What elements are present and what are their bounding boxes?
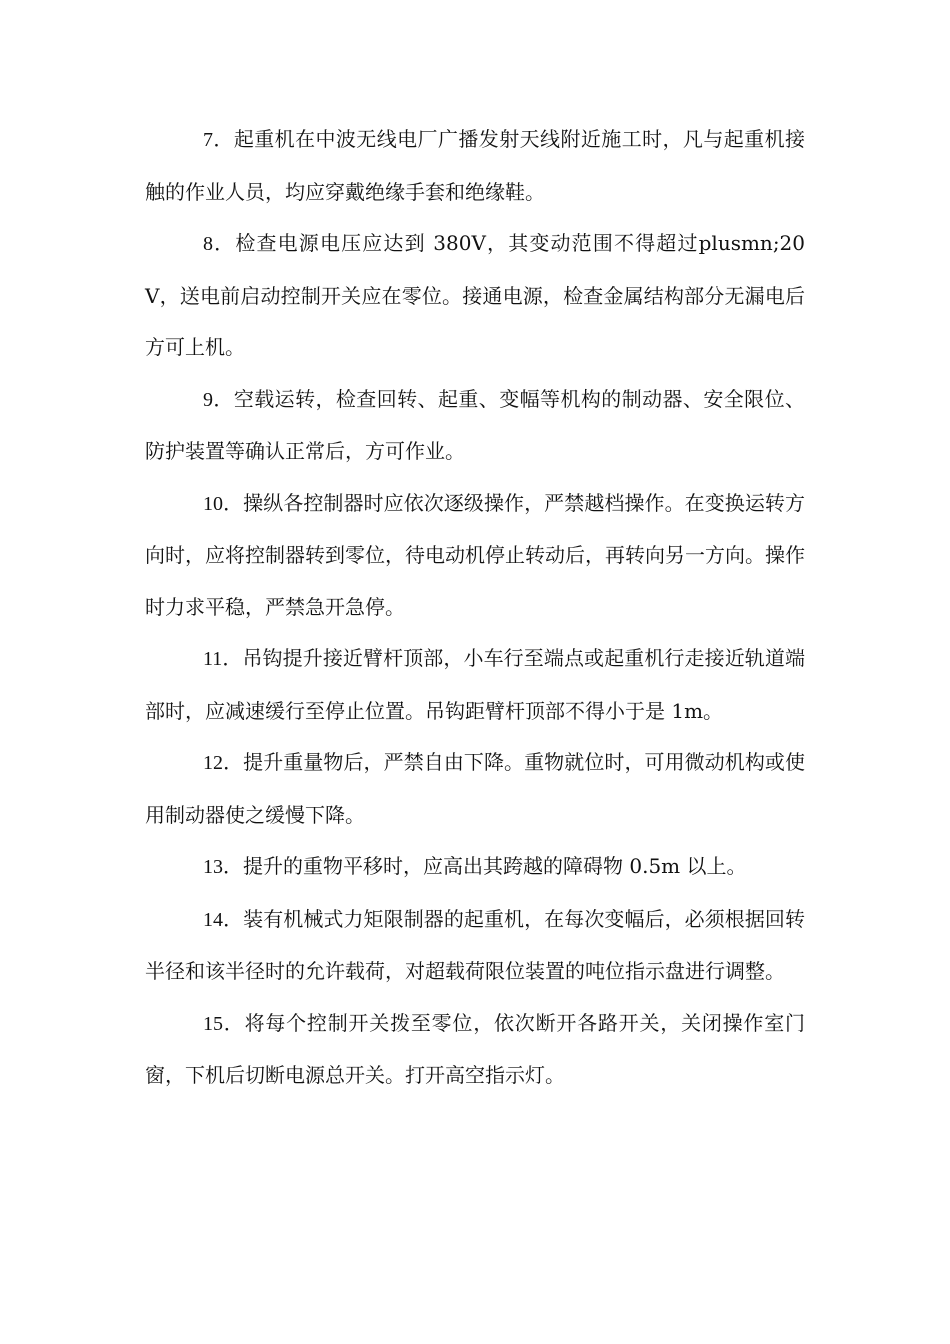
paragraph-number: 8． <box>203 233 236 255</box>
paragraph-11 <box>145 633 805 737</box>
paragraph-8 <box>145 218 805 374</box>
paragraph-text: 提升重量物后，严禁自由下降。重物就位时，可用微动机构或使用制动器使之缓慢下降。 <box>145 750 806 827</box>
paragraph-text: 操纵各控制器时应依次逐级操作，严禁越档操作。在变换运转方向时，应将控制器转到零位，待电动机停止转动后，再转向另一方向。操作时力求平稳，严禁急开急停。 <box>145 490 806 619</box>
paragraph-text: 空载运转，检查回转、起重、变幅等机构的制动器、安全限位、防护装置等确认正常后，方可作业。 <box>145 386 806 463</box>
paragraph-12 <box>145 737 805 841</box>
paragraph-number: 15． <box>203 1012 245 1035</box>
paragraph-number: 9． <box>203 388 234 411</box>
paragraph-text: 提升的重物平移时，应高出其跨越的障碍物 0.5m 以上。 <box>243 854 747 878</box>
paragraph-text: 吊钩提升接近臂杆顶部，小车行至端点或起重机行走接近轨道端部时，应减速缓行至停止位置。吊钩距臂杆顶部不得小于是 1m。 <box>145 646 805 723</box>
paragraph-number: 14． <box>203 908 244 931</box>
paragraph-text: 将每个控制开关拨至零位，依次断开各路开关，关闭操作室门窗，下机后切断电源总开关。打开高空指示灯。 <box>145 1010 806 1087</box>
document-body <box>145 114 805 1102</box>
paragraph-number: 7． <box>203 129 234 151</box>
paragraph-15 <box>145 998 805 1102</box>
paragraph-number: 10． <box>203 492 244 515</box>
paragraph-13 <box>145 841 805 894</box>
paragraph-text: 检查电源电压应达到 380V，其变动范围不得超过plusmn;20V，送电前启动控制开关应在零位。接通电源，检查金属结构部分无漏电后方可上机。 <box>145 231 806 359</box>
paragraph-text: 装有机械式力矩限制器的起重机，在每次变幅后，必须根据回转半径和该半径时的允许载荷，对超载荷限位装置的吨位指示盘进行调整。 <box>145 906 806 983</box>
paragraph-number: 13． <box>203 856 243 878</box>
paragraph-text: 起重机在中波无线电厂广播发射天线附近施工时，凡与起重机接触的作业人员，均应穿戴绝缘手套和绝缘鞋。 <box>145 127 806 204</box>
paragraph-number: 12． <box>203 752 244 774</box>
paragraph-7 <box>145 114 805 218</box>
paragraph-number: 11． <box>203 648 243 670</box>
paragraph-10 <box>145 478 805 634</box>
paragraph-9 <box>145 374 805 478</box>
paragraph-14 <box>145 894 805 998</box>
